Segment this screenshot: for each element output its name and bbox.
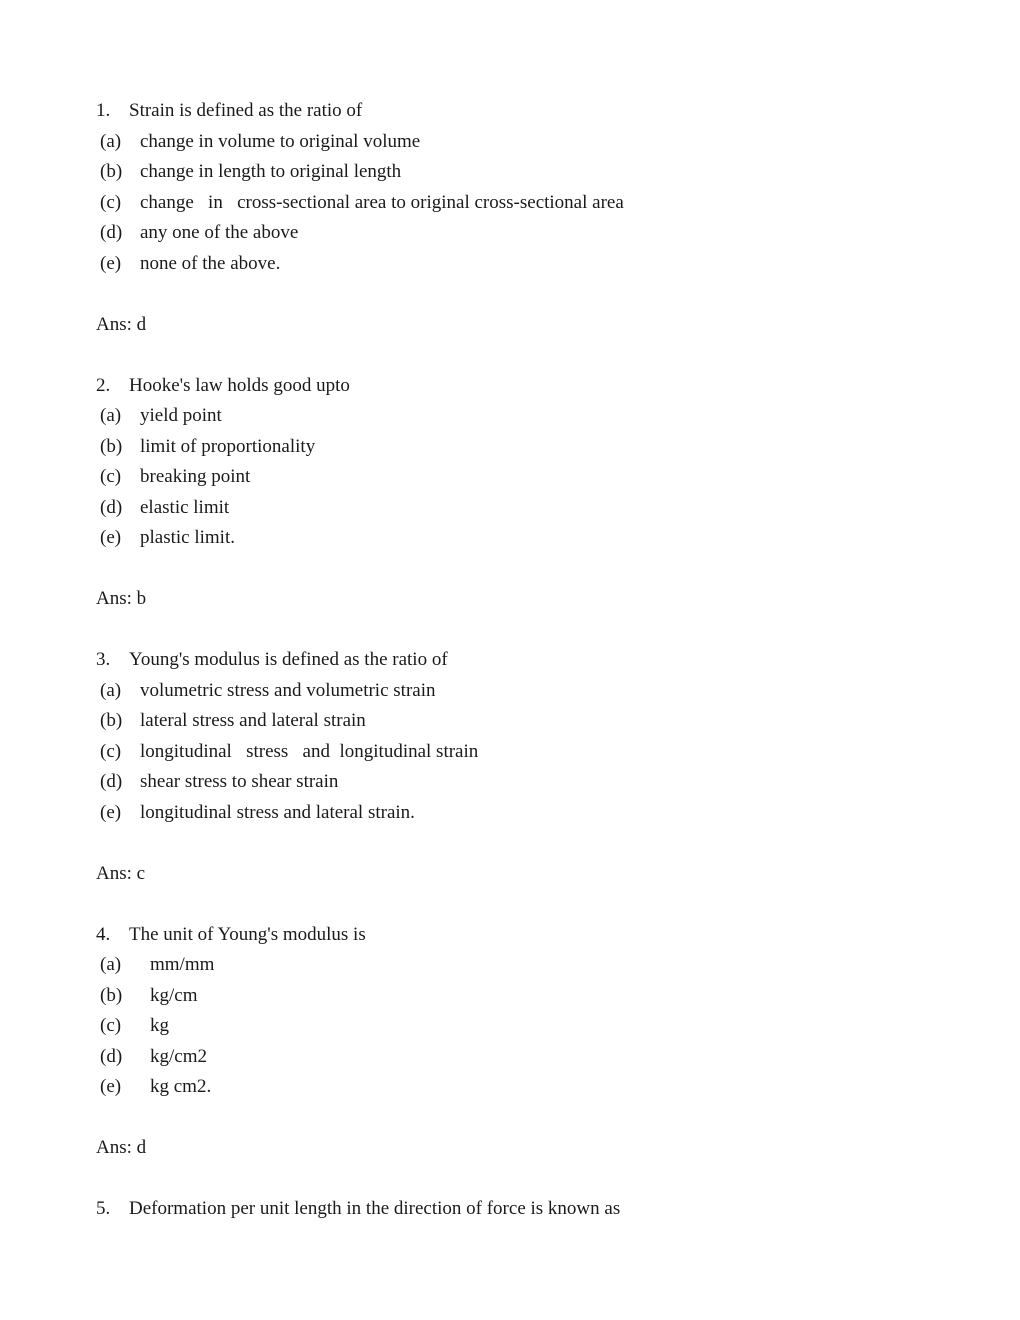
option-text: lateral stress and lateral strain: [140, 710, 366, 731]
question-text: Hooke's law holds good upto: [129, 374, 350, 396]
option-text: none of the above.: [140, 252, 281, 274]
question-4: [96, 920, 956, 1164]
option-d: [96, 493, 956, 524]
question-text: Strain is defined as the ratio of: [129, 100, 363, 121]
option-e: [96, 249, 956, 280]
option-e: [96, 1072, 956, 1103]
option-label: (a): [100, 679, 122, 701]
option-label: (c): [100, 466, 122, 487]
option-text: elastic limit: [140, 496, 230, 518]
answer-line: Ans: c: [96, 862, 146, 884]
option-label: (b): [100, 710, 123, 731]
question-2: [96, 371, 956, 615]
option-label: (b): [100, 435, 123, 457]
option-text: yield point: [140, 405, 222, 426]
question-3: [96, 645, 956, 889]
option-label: (d): [100, 1045, 123, 1067]
question-1: [96, 96, 956, 340]
option-label: (e): [100, 252, 122, 274]
option-b: [96, 432, 956, 463]
question-list: [96, 96, 956, 1225]
option-text: longitudinal stress and lateral strain.: [140, 801, 415, 823]
option-text: kg/cm2: [150, 1045, 207, 1067]
option-d: [96, 767, 956, 798]
answer-line: Ans: b: [96, 588, 147, 609]
option-text: mm/mm: [150, 954, 215, 975]
option-d: [96, 218, 956, 249]
option-text: kg/cm: [150, 984, 198, 1006]
question-number: 2.: [96, 374, 111, 396]
option-text: kg: [150, 1015, 169, 1036]
option-label: (d): [100, 771, 123, 792]
option-label: (d): [100, 222, 123, 243]
answer-line: Ans: d: [96, 1137, 147, 1158]
question-line: [96, 96, 956, 127]
option-b: [96, 981, 956, 1012]
option-e: [96, 523, 956, 554]
option-text: longitudinal stress and longitudinal strain: [140, 740, 479, 762]
option-text: shear stress to shear strain: [140, 771, 339, 792]
option-text: change in length to original length: [140, 161, 402, 182]
question-line: [96, 920, 956, 951]
option-d: [96, 1042, 956, 1073]
option-label: (a): [100, 954, 122, 975]
option-label: (c): [100, 740, 122, 762]
option-label: (a): [100, 405, 122, 426]
option-label: (e): [100, 527, 122, 548]
option-text: kg cm2.: [150, 1076, 212, 1097]
question-number: 3.: [96, 649, 111, 670]
option-label: (d): [100, 496, 123, 518]
question-number: 4.: [96, 923, 111, 945]
option-a: [96, 676, 956, 707]
question-line: [96, 1194, 956, 1225]
option-text: any one of the above: [140, 222, 299, 243]
answer-line: Ans: d: [96, 313, 147, 335]
option-text: volumetric stress and volumetric strain: [140, 679, 436, 701]
option-b: [96, 157, 956, 188]
option-label: (c): [100, 1015, 122, 1036]
option-label: (b): [100, 984, 123, 1006]
question-number: 1.: [96, 100, 111, 121]
option-c: [96, 737, 956, 768]
option-a: [96, 401, 956, 432]
option-text: change in cross-sectional area to original cross-sectional area: [140, 191, 624, 213]
option-text: change in volume to original volume: [140, 130, 421, 152]
question-line: [96, 645, 956, 676]
question-number: 5.: [96, 1198, 111, 1219]
option-c: [96, 188, 956, 219]
option-e: [96, 798, 956, 829]
option-text: breaking point: [140, 466, 251, 487]
question-text: Deformation per unit length in the direction of force is known as: [129, 1198, 621, 1219]
option-label: (e): [100, 801, 122, 823]
option-a: [96, 127, 956, 158]
option-label: (a): [100, 130, 122, 152]
option-text: plastic limit.: [140, 527, 235, 548]
option-text: limit of proportionality: [140, 435, 316, 457]
question-line: [96, 371, 956, 402]
option-b: [96, 706, 956, 737]
option-a: [96, 950, 956, 981]
option-label: (b): [100, 161, 123, 182]
option-c: [96, 462, 956, 493]
question-5: [96, 1194, 956, 1225]
option-label: (e): [100, 1076, 122, 1097]
question-text: Young's modulus is defined as the ratio of: [129, 649, 448, 670]
option-label: (c): [100, 191, 122, 213]
option-c: [96, 1011, 956, 1042]
question-text: The unit of Young's modulus is: [129, 923, 366, 945]
